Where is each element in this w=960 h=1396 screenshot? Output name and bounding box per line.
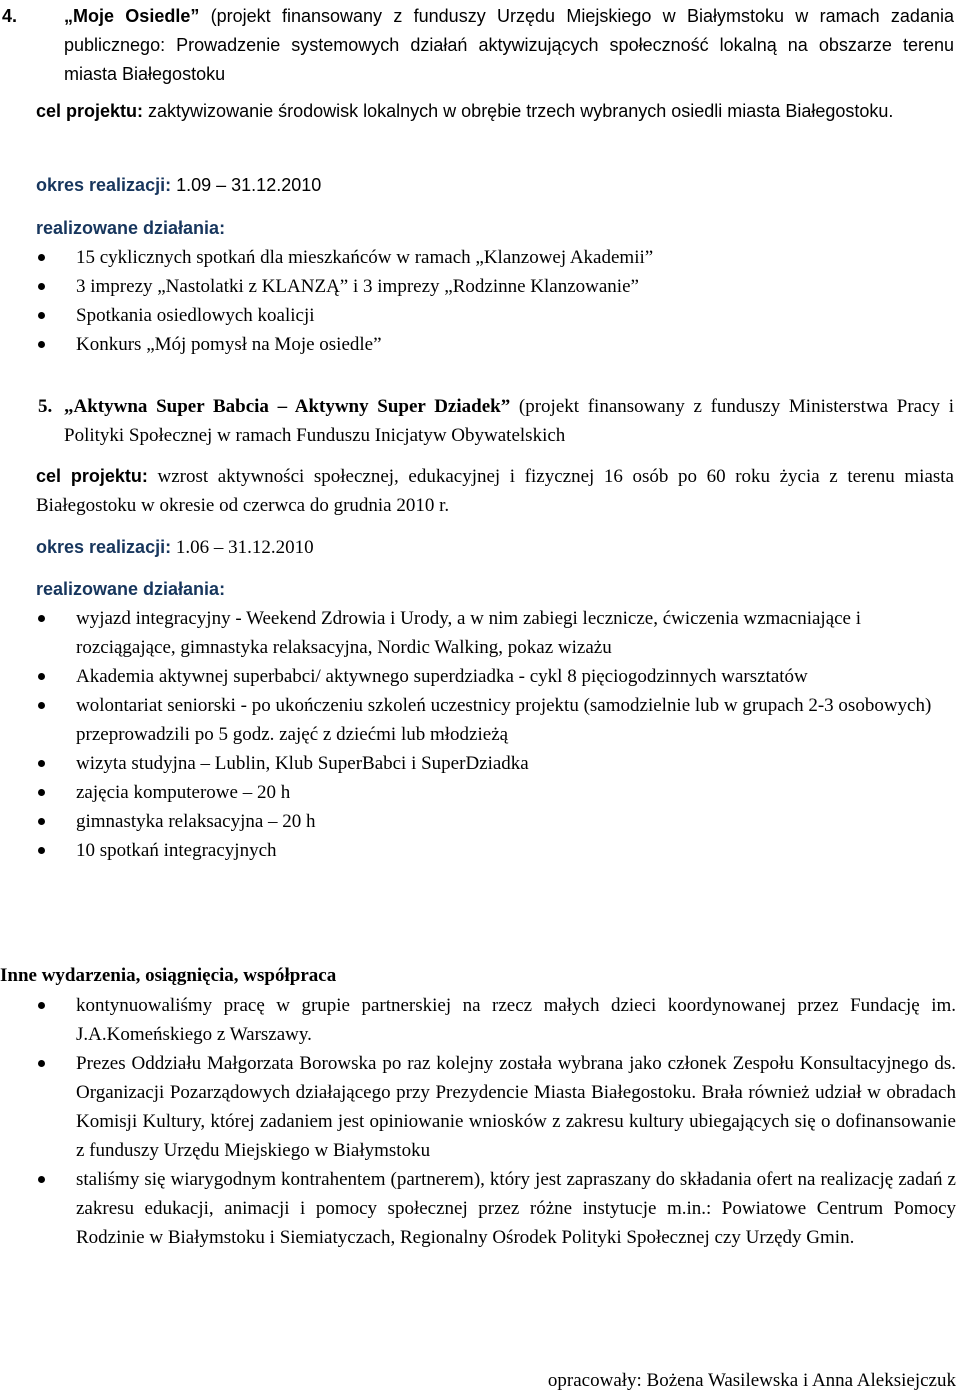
list-item: zajęcia komputerowe – 20 h: [36, 778, 954, 807]
other-events-heading: Inne wydarzenia, osiągnięcia, współpraca: [0, 965, 337, 986]
bullet-icon: [38, 1060, 45, 1067]
bullet-icon: [38, 615, 45, 622]
section-5-period: [36, 533, 954, 562]
section-5-number: 5.: [38, 396, 53, 417]
section-5-intro: (projekt finansowany z funduszy Ministerstwa Pracy i Polityki Społecznej w ramach Funduszu Inicjatyw Obywatelskich: [64, 396, 954, 446]
list-item: wolontariat seniorski - po ukończeniu szkoleń uczestnicy projektu (samodzielnie lub w grupach 2-3 osobowych) przeprowadzili po 5 godz. zajęć z dziećmi lub młodzieżą: [36, 691, 954, 749]
list-item: wizyta studyjna – Lublin, Klub SuperBabci i SuperDziadka: [36, 749, 954, 778]
section-4-actions-list: [36, 243, 954, 359]
bullet-icon: [38, 1176, 45, 1183]
list-item: Akademia aktywnej superbabci/ aktywnego superdziadka - cykl 8 pięciogodzinnych warsztatów: [36, 662, 954, 691]
section-5-period-value: 1.06 – 31.12.2010: [175, 537, 314, 558]
bullet-icon: [38, 254, 45, 261]
bullet-icon: [38, 847, 45, 854]
bullet-icon: [38, 1002, 45, 1009]
list-item: wyjazd integracyjny - Weekend Zdrowia i Urody, a w nim zabiegi lecznicze, ćwiczenia wzmacniające i rozciągające, gimnastyka relaksacyjna, Nordic Walking, pokaz wizażu: [36, 604, 954, 662]
section-4-goal: [36, 97, 954, 126]
section-5-goal-text: wzrost aktywności społecznej, edukacyjnej i fizycznej 16 osób po 60 roku życia z terenu miasta Białegostoku w okresie od czerwca do grudnia 2010 r.: [36, 466, 954, 516]
other-events-list: [36, 991, 956, 1252]
section-5-title: „Aktywna Super Babcia – Aktywny Super Dziadek”: [64, 396, 511, 417]
list-item: gimnastyka relaksacyjna – 20 h: [36, 807, 954, 836]
bullet-icon: [38, 673, 45, 680]
section-4-actions-label: realizowane działania:: [36, 218, 226, 238]
section-4-number: 4.: [2, 6, 18, 26]
section-5-goal-label: cel projektu:: [36, 466, 148, 486]
bullet-icon: [38, 789, 45, 796]
list-item: Spotkania osiedlowych koalicji: [36, 301, 954, 330]
section-4-goal-label: cel projektu:: [36, 101, 144, 121]
section-4-period-value: 1.09 – 31.12.2010: [176, 175, 322, 195]
list-item: kontynuowaliśmy pracę w grupie partnerskiej na rzecz małych dzieci koordynowanej przez Fundację im. J.A.Komeńskiego z Warszawy.: [36, 991, 956, 1049]
signature: opracowały: Bożena Wasilewska i Anna Aleksiejczuk: [547, 1370, 956, 1391]
section-5-actions-list: [36, 604, 954, 865]
section-5-heading: [64, 392, 954, 450]
list-item: staliśmy się wiarygodnym kontrahentem (partnerem), który jest zapraszany do składania ofert na realizację zadań z zakresu edukacji, animacji i pomocy społecznej przez różne instytucje m.in.: Powiatowe Centrum Pomocy Rodzinie w Białymstoku i Siemiatyczach, Regionalny Ośrodek Polityki Społecznej czy Urzędy Gmin.: [36, 1165, 956, 1252]
section-4-goal-text: zaktywizowanie środowisk lokalnych w obrębie trzech wybranych osiedli miasta Białegostoku.: [148, 101, 894, 121]
section-4-period: [36, 171, 954, 200]
list-item: Prezes Oddziału Małgorzata Borowska po raz kolejny została wybrana jako członek Zespołu Konsultacyjnego ds. Organizacji Pozarządowych działającego przy Prezydencie Miasta Białegostoku. Brała również udział w obradach Komisji Kultury, której zadaniem jest opiniowanie wniosków z zakresu kultury ubiegających się o dofinansowanie z funduszy Urzędu Miejskiego w Białymstoku: [36, 1049, 956, 1165]
bullet-icon: [38, 341, 45, 348]
section-5-period-label: okres realizacji:: [36, 537, 172, 557]
bullet-icon: [38, 312, 45, 319]
list-item: Konkurs „Mój pomysł na Moje osiedle”: [36, 330, 954, 359]
section-4-heading: [64, 2, 954, 89]
section-5-actions-label: realizowane działania:: [36, 579, 226, 599]
section-4-title: „Moje Osiedle”: [64, 6, 200, 26]
bullet-icon: [38, 818, 45, 825]
list-item: 3 imprezy „Nastolatki z KLANZĄ” i 3 imprezy „Rodzinne Klanzowanie”: [36, 272, 954, 301]
list-item: 10 spotkań integracyjnych: [36, 836, 954, 865]
bullet-icon: [38, 702, 45, 709]
section-5-goal: [36, 462, 954, 520]
list-item: 15 cyklicznych spotkań dla mieszkańców w ramach „Klanzowej Akademii”: [36, 243, 954, 272]
bullet-icon: [38, 760, 45, 767]
bullet-icon: [38, 283, 45, 290]
section-4-intro: (projekt finansowany z funduszy Urzędu Miejskiego w Białymstoku w ramach zadania publicznego: Prowadzenie systemowych działań aktywizujących społeczność lokalną na obszarze terenu miasta Białegostoku: [64, 6, 954, 84]
section-4-period-label: okres realizacji:: [36, 175, 172, 195]
